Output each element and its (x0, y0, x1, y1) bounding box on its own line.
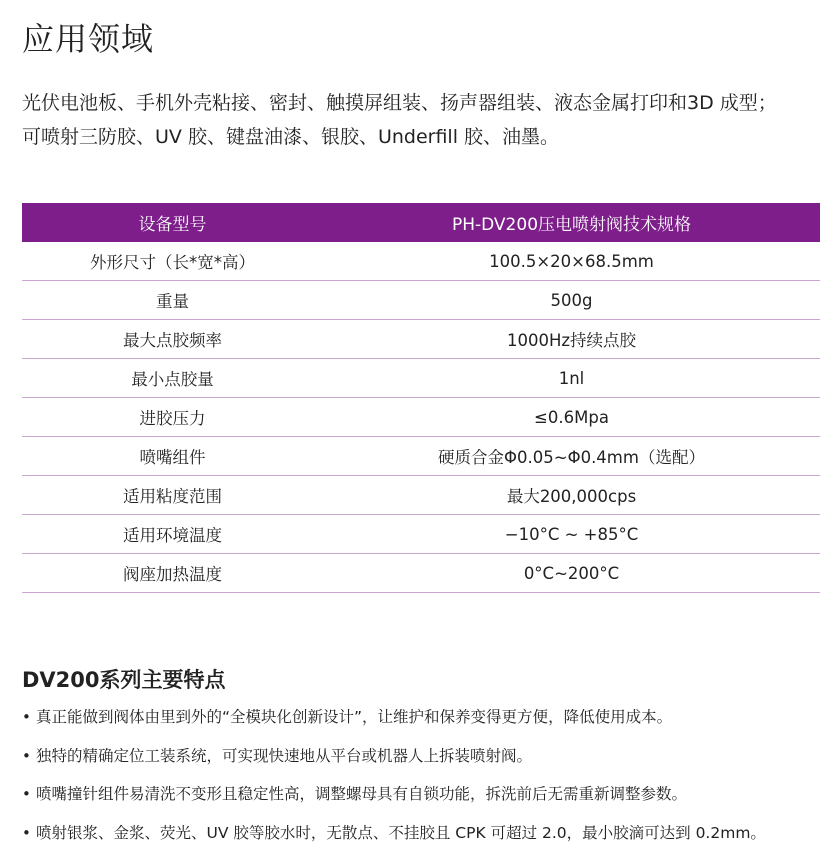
header-spec-title: PH-DV200压电喷射阀技术规格 (323, 203, 820, 242)
table-row (22, 437, 820, 476)
bullet-icon: • (22, 785, 31, 803)
application-description (22, 86, 822, 154)
spec-label: 最小点胶量 (22, 359, 323, 398)
header-model-label: 设备型号 (22, 203, 323, 242)
spec-value: 最大200,000cps (323, 476, 820, 515)
table-row (22, 242, 820, 281)
bullet-icon: • (22, 823, 31, 842)
list-item (22, 706, 832, 745)
spec-value: ≤0.6Mpa (323, 398, 820, 437)
table-row (22, 476, 820, 515)
spec-label: 外形尺寸（长*宽*高） (22, 242, 323, 281)
spec-label: 适用粘度范围 (22, 476, 323, 515)
bullet-icon: • (22, 746, 31, 765)
spec-label: 最大点胶频率 (22, 320, 323, 359)
table-row (22, 359, 820, 398)
list-item (22, 783, 832, 822)
spec-value: 100.5×20×68.5mm (323, 242, 820, 281)
table-row (22, 281, 820, 320)
feature-text: 真正能做到阀体由里到外的“全模块化创新设计”，让维护和保养变得更方便，降低使用成本。 (36, 708, 673, 726)
spec-table (22, 203, 820, 593)
spec-value: 500g (323, 281, 820, 320)
application-line-1: 光伏电池板、手机外壳粘接、密封、触摸屏组装、扬声器组装、液态金属打印和3D 成型； (22, 92, 777, 114)
spec-label: 适用环境温度 (22, 515, 323, 554)
table-row (22, 398, 820, 437)
feature-text: 喷射银浆、金浆、荧光、UV 胶等胶水时，无散点、不挂胶且 CPK 可超过 2.0，最小胶滴可达到 0.2mm。 (36, 823, 766, 842)
application-title: 应用领域 (22, 20, 155, 58)
table-row (22, 515, 820, 554)
list-item (22, 822, 832, 861)
bullet-icon: • (22, 708, 31, 726)
spec-value: 1nl (323, 359, 820, 398)
features-title: DV200系列主要特点 (22, 668, 226, 692)
table-row (22, 320, 820, 359)
spec-label: 喷嘴组件 (22, 437, 323, 476)
table-row (22, 554, 820, 593)
spec-label: 阀座加热温度 (22, 554, 323, 593)
spec-value: 硬质合金Φ0.05~Φ0.4mm（选配） (323, 437, 820, 476)
feature-text: 独特的精确定位工装系统，可实现快速地从平台或机器人上拆装喷射阀。 (36, 746, 533, 765)
application-line-2: 可喷射三防胶、UV 胶、键盘油漆、银胶、Underfill 胶、油墨。 (22, 126, 560, 148)
spec-value: 0°C~200°C (323, 554, 820, 593)
spec-value: −10°C ~ +85°C (323, 515, 820, 554)
spec-label: 进胶压力 (22, 398, 323, 437)
features-list (22, 706, 832, 860)
feature-text: 喷嘴撞针组件易清洗不变形且稳定性高，调整螺母具有自锁功能，拆洗前后无需重新调整参数。 (36, 785, 688, 803)
spec-table-header (22, 203, 820, 242)
spec-label: 重量 (22, 281, 323, 320)
list-item (22, 745, 832, 784)
spec-value: 1000Hz持续点胶 (323, 320, 820, 359)
